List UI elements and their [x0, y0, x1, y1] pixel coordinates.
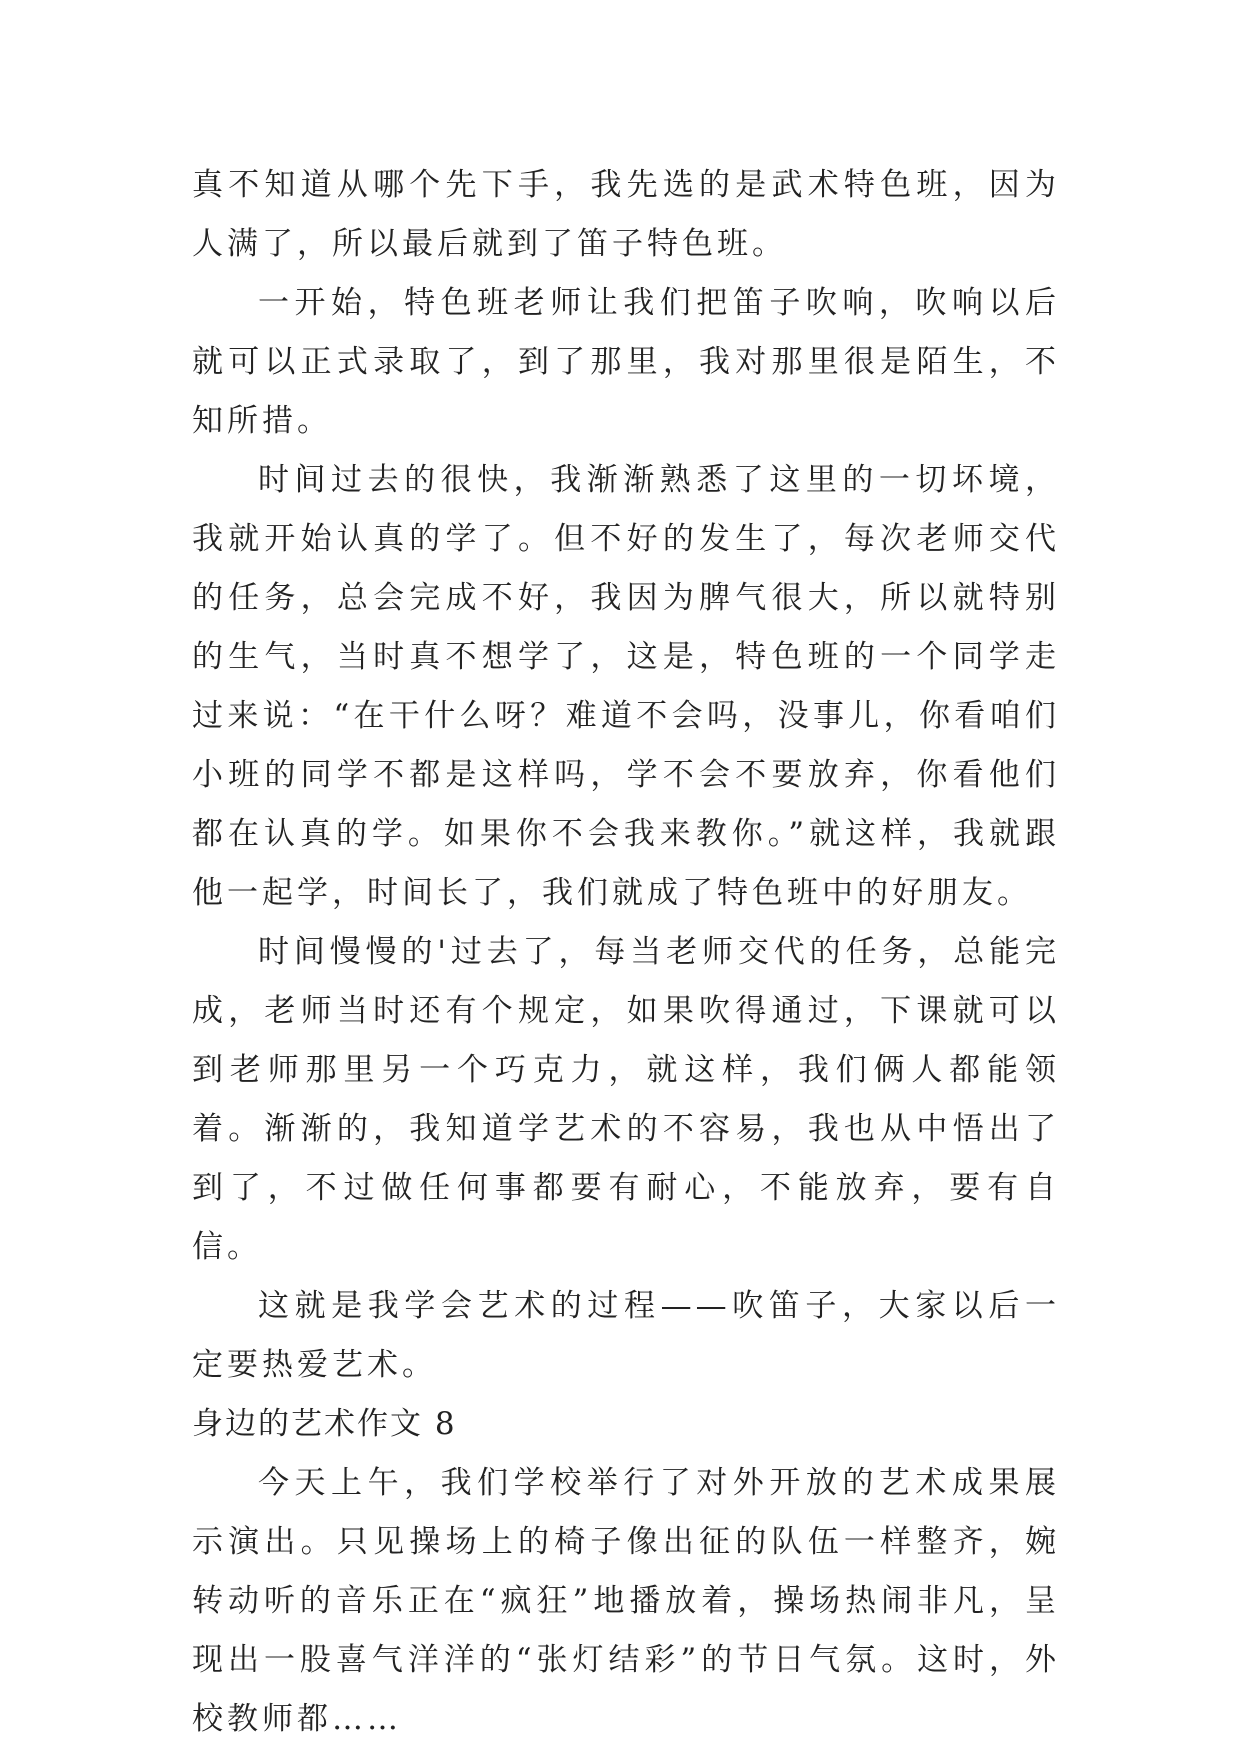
paragraph: 今天上午，我们学校举行了对外开放的艺术成果展示演出。只见操场上的椅子像出征的队伍一样整齐，婉转动听的音乐正在“疯狂”地播放着，操场热闹非凡，呈现出一股喜气洋洋的“张灯结彩”的节日气氛。这时，外校教师都…… — [192, 1465, 1060, 1737]
paragraph: 时间慢慢的'过去了，每当老师交代的任务，总能完成，老师当时还有个规定，如果吹得通过，下课就可以到老师那里另一个巧克力，就这样，我们俩人都能领着。渐渐的，我知道学艺术的不容易，我也从中悟出了到了，不过做任何事都要有耐心，不能放弃，要有自信。 — [192, 934, 1060, 1265]
paragraph: 一开始，特色班老师让我们把笛子吹响，吹响以后就可以正式录取了，到了那里，我对那里很是陌生，不知所措。 — [192, 285, 1060, 439]
paragraph: 时间过去的很快，我渐渐熟悉了这里的一切坏境，我就开始认真的学了。但不好的发生了，每次老师交代的任务，总会完成不好，我因为脾气很大，所以就特别的生气，当时真不想学了，这是，特色班的一个同学走过来说：“在干什么呀？难道不会吗，没事儿，你看咱们小班的同学不都是这样吗，学不会不要放弃，你看他们都在认真的学。如果你不会我来教你。”就这样，我就跟他一起学，时间长了，我们就成了特色班中的好朋友。 — [192, 462, 1060, 911]
section-heading: 身边的艺术作文 8 — [192, 1406, 457, 1442]
document-page — [192, 156, 1060, 1749]
paragraph: 这就是我学会艺术的过程——吹笛子，大家以后一定要热爱艺术。 — [192, 1288, 1060, 1383]
paragraph-continuation: 真不知道从哪个先下手，我先选的是武术特色班，因为人满了，所以最后就到了笛子特色班。 — [192, 167, 1060, 262]
